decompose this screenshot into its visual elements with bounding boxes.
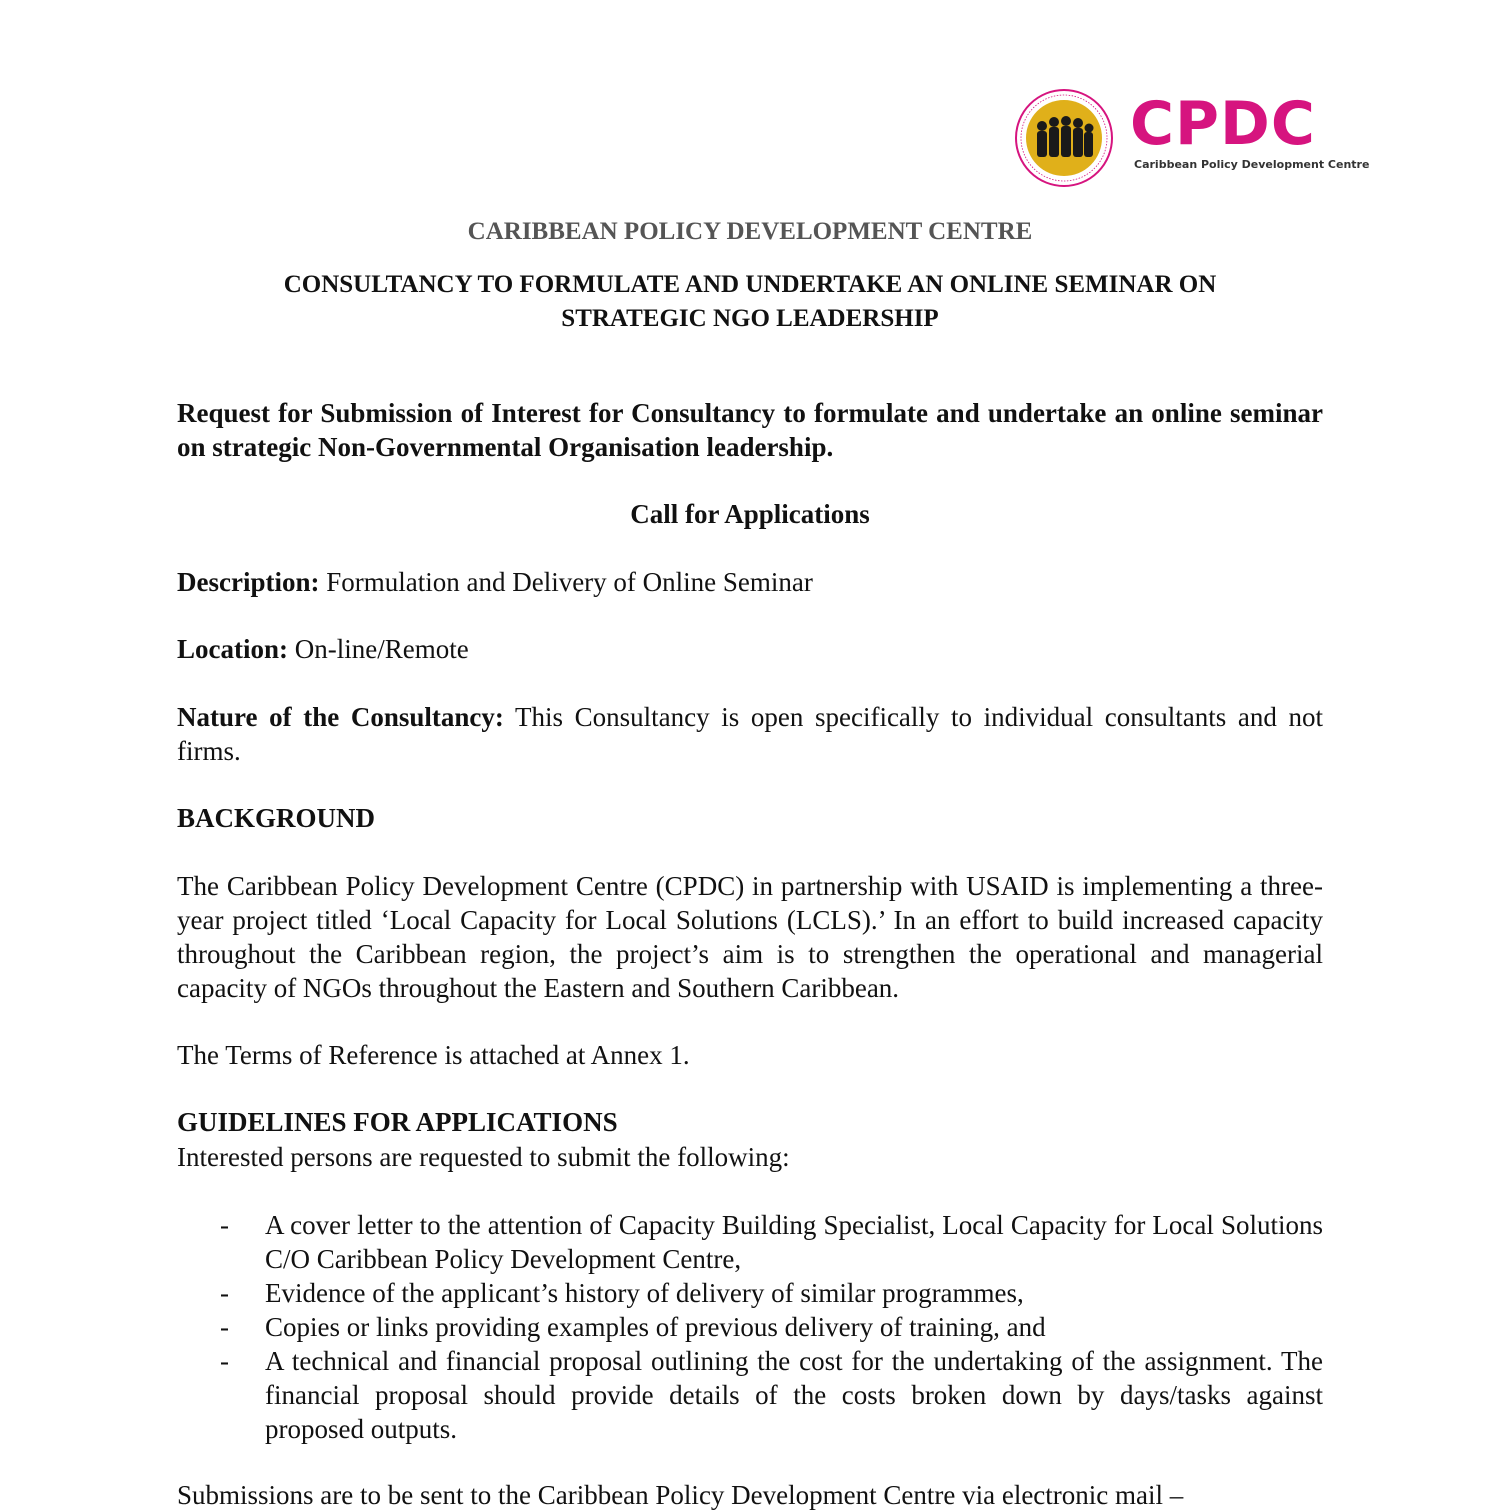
organisation-name: CARIBBEAN POLICY DEVELOPMENT CENTRE <box>467 218 1033 245</box>
location-label: Location: <box>177 634 288 664</box>
background-paragraph: The Caribbean Policy Development Centre (CPDC) in partnership with USAID is implementing a three-year project titled ‘Local Capacity for Local Solutions (LCLS).’ In an effort to build increased capacity throughout the Caribbean region, the project’s aim is to strengthen the operational and managerial capacity of NGOs throughout the Eastern and Southern Caribbean. <box>177 871 1323 1003</box>
list-item <box>220 1208 1323 1276</box>
guidelines-heading: GUIDELINES FOR APPLICATIONS <box>177 1107 618 1137</box>
location-value: On-line/Remote <box>294 634 469 664</box>
nature-field <box>177 700 1323 768</box>
document-title-line-2: STRATEGIC NGO LEADERSHIP <box>561 305 939 332</box>
logo-wordmark: CPDC <box>1130 89 1316 159</box>
list-item <box>220 1344 1323 1446</box>
bullet-dash: - <box>220 1346 229 1376</box>
bullet-dash: - <box>220 1210 229 1240</box>
bullet-dash: - <box>220 1312 229 1342</box>
list-item-text: A technical and financial proposal outlining the cost for the undertaking of the assignment. The financial proposal should provide details of the costs broken down by days/tasks against proposed outputs. <box>265 1346 1323 1444</box>
guidelines-list <box>220 1208 1323 1446</box>
location-field <box>177 632 1323 666</box>
nature-label: Nature of the Consultancy: <box>177 702 504 732</box>
call-for-applications-heading: Call for Applications <box>630 499 870 529</box>
cpdc-logo <box>1014 88 1370 188</box>
terms-of-reference-note: The Terms of Reference is attached at Annex 1. <box>177 1040 690 1070</box>
request-statement: Request for Submission of Interest for Consultancy to formulate and undertake an online seminar on strategic Non-Governmental Organisation leadership. <box>177 398 1323 462</box>
bullet-dash: - <box>220 1278 229 1308</box>
list-item <box>220 1276 1323 1310</box>
description-label: Description: <box>177 567 320 597</box>
guidelines-intro: Interested persons are requested to submit the following: <box>177 1142 790 1172</box>
list-item <box>220 1310 1323 1344</box>
list-item-text: A cover letter to the attention of Capacity Building Specialist, Local Capacity for Local Solutions C/O Caribbean Policy Development Centre, <box>265 1210 1323 1274</box>
document-title-line-1: CONSULTANCY TO FORMULATE AND UNDERTAKE AN ONLINE SEMINAR ON <box>283 271 1217 298</box>
list-item-text: Evidence of the applicant’s history of delivery of similar programmes, <box>265 1278 1024 1308</box>
logo-tagline: Caribbean Policy Development Centre <box>1134 158 1370 171</box>
document-title <box>177 268 1323 336</box>
cpdc-seal-icon <box>1014 88 1114 188</box>
submissions-paragraph: Submissions are to be sent to the Caribbean Policy Development Centre via electronic mail – <box>177 1480 1184 1510</box>
description-value: Formulation and Delivery of Online Seminar <box>326 567 813 597</box>
description-field <box>177 565 1323 599</box>
background-heading: BACKGROUND <box>177 803 376 833</box>
nature-value: This Consultancy is open specifically to individual consultants and not firms. <box>177 702 1323 766</box>
list-item-text: Copies or links providing examples of previous delivery of training, and <box>265 1312 1046 1342</box>
